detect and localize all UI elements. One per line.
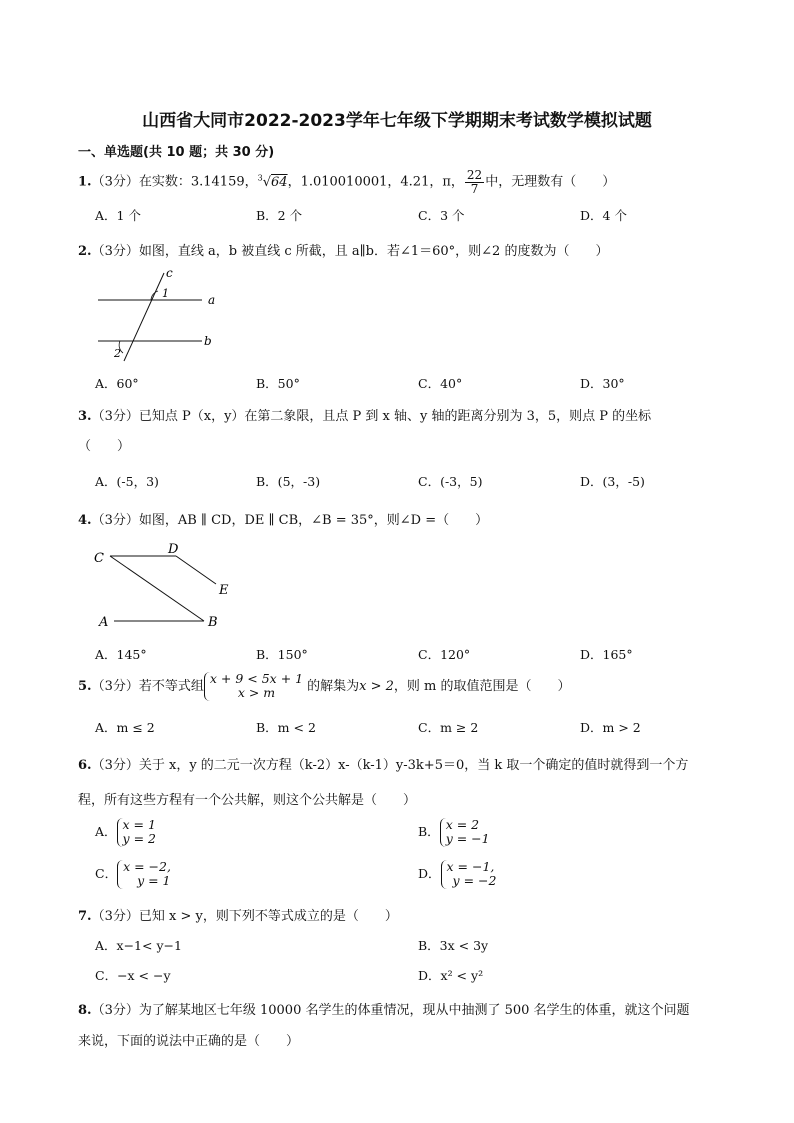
option-c: C．40°: [418, 376, 463, 391]
inequality-system: [204, 672, 307, 701]
question-4: [78, 509, 488, 528]
system-line: x = −2,: [123, 859, 171, 874]
label-point-c: C: [94, 551, 104, 566]
question-5: [78, 672, 570, 701]
question-text-continued: 来说，下面的说法中正确的是（ ）: [78, 1034, 300, 1049]
option-c: [95, 860, 175, 889]
equation-system: [117, 818, 160, 847]
system-line: y = −1: [445, 831, 490, 847]
option-a: A．(-5，3): [95, 474, 159, 489]
option-c: C．120°: [418, 647, 471, 662]
question-text-continued: 程，所有这些方程有一个公共解，则这个公共解是（ ）: [78, 793, 417, 808]
option-label: D．: [418, 865, 441, 881]
question-score: （3分）: [91, 678, 139, 694]
question-text: ，1.010010001，4.21，π，: [287, 174, 464, 190]
question-text: 已知 x > y，则下列不等式成立的是（ ）: [138, 909, 398, 924]
option-b: [418, 818, 494, 847]
option-a: A．145°: [95, 647, 147, 662]
fraction-denominator: 7: [470, 181, 479, 196]
label-point-b: B: [208, 615, 218, 630]
option-d: D．x² < y²: [418, 968, 484, 983]
system-line: x > m: [237, 685, 276, 701]
question-number: 6.: [78, 758, 92, 773]
option-c: C．3 个: [418, 208, 465, 223]
option-b: B．150°: [256, 647, 308, 662]
question-score: （3分）: [91, 1003, 139, 1018]
system-line: y = −2: [452, 873, 497, 889]
label-a: a: [208, 293, 216, 307]
figure-parallel-lines: [90, 265, 230, 365]
system-line: y = 2: [122, 831, 156, 847]
root-radicand: 64: [271, 174, 288, 190]
question-text: 为了解某地区七年级 10000 名学生的体重情况，现从中抽测了 500 名学生的体重，就这个问题: [138, 1003, 690, 1018]
question-number: 7.: [78, 909, 92, 924]
question-text: 在实数：3.14159，: [138, 174, 258, 190]
option-label: A．: [95, 823, 117, 839]
system-line: x = 2: [445, 817, 480, 832]
label-point-e: E: [219, 583, 229, 598]
option-b: B．2 个: [256, 208, 303, 223]
option-d: D．30°: [580, 376, 625, 391]
page-title: 山西省大同市2022-2023学年七年级下学期期末考试数学模拟试题: [142, 111, 652, 131]
option-c: C．(-3，5): [418, 474, 483, 489]
question-2: [78, 240, 608, 259]
question-7: [78, 905, 398, 924]
option-a: A．1 个: [95, 208, 141, 223]
option-b: B．50°: [256, 376, 300, 391]
equation-system: [117, 860, 175, 889]
label-b: b: [204, 334, 212, 348]
option-a: A．x−1< y−1: [95, 938, 182, 953]
label-point-a: A: [99, 615, 109, 630]
system-line: x + 9 < 5x + 1: [209, 671, 304, 686]
label-c: c: [166, 266, 173, 280]
option-a: [95, 818, 160, 847]
option-c: C．m ≥ 2: [418, 720, 479, 735]
fraction-numerator: 22: [466, 168, 483, 182]
question-1: [78, 169, 615, 195]
option-d: D．m > 2: [580, 720, 641, 735]
equation-system: [440, 818, 494, 847]
question-score: （3分）: [91, 174, 139, 190]
question-score: （3分）: [91, 513, 139, 528]
option-a: A．60°: [95, 376, 139, 391]
cube-root: $^3$√64: [257, 173, 288, 190]
question-text: 关于 x，y 的二元一次方程（k-2）x-（k-1）y-3k+5＝0，当 k 取一个确定的值时就得到一个方: [138, 758, 689, 773]
equation-system: [441, 860, 501, 889]
question-score: （3分）: [91, 909, 139, 924]
option-label: C．: [95, 865, 118, 881]
question-3: [78, 405, 651, 424]
option-c: C．−x < −y: [95, 968, 171, 983]
question-number: 2.: [78, 244, 92, 259]
option-b: B．m < 2: [256, 720, 316, 735]
option-d: D．4 个: [580, 208, 627, 223]
question-text: 若不等式组: [138, 678, 204, 694]
root-index: 3: [257, 173, 263, 183]
figure-parallelogram: [88, 538, 248, 633]
question-text: ，则 m 的取值范围是（ ）: [393, 678, 571, 694]
question-score: （3分）: [91, 409, 139, 424]
question-text: 已知点 P（x，y）在第二象限，且点 P 到 x 轴、y 轴的距离分别为 3，5，则点 P 的坐标: [138, 409, 652, 424]
question-8: [78, 999, 690, 1018]
question-text: 如图，直线 a，b 被直线 c 所截，且 a∥b．若∠1＝60°，则∠2 的度数为（ ）: [138, 244, 609, 259]
option-a: A．m ≤ 2: [95, 720, 155, 735]
option-d: D．165°: [580, 647, 633, 662]
fraction: [465, 169, 484, 195]
system-line: y = 1: [137, 873, 171, 889]
question-text: 的解集为: [307, 678, 360, 694]
option-d: [418, 860, 500, 889]
segment-de: [176, 556, 216, 584]
question-text: 中，无理数有（ ）: [485, 174, 616, 190]
question-text-continued: （ ）: [78, 439, 131, 454]
system-line: x = 1: [122, 817, 156, 832]
question-text: 如图，AB ∥ CD，DE ∥ CB，∠B = 35°，则∠D =（ ）: [138, 513, 489, 528]
option-label: B．: [418, 823, 440, 839]
question-number: 8.: [78, 1003, 92, 1018]
question-number: 3.: [78, 409, 92, 424]
label-point-d: D: [168, 542, 179, 557]
option-b: B．(5，-3): [256, 474, 321, 489]
solution-condition: x > 2: [359, 678, 394, 694]
question-score: （3分）: [91, 244, 139, 259]
line-c: [124, 273, 164, 361]
label-angle-1: 1: [162, 287, 169, 300]
question-number: 1.: [78, 174, 92, 190]
system-line: x = −1,: [446, 859, 495, 874]
label-angle-2: 2: [114, 347, 121, 360]
option-d: D．(3，-5): [580, 474, 645, 489]
section-heading: 一、单选题(共 10 题；共 30 分): [78, 145, 275, 160]
question-number: 5.: [78, 678, 92, 694]
question-score: （3分）: [91, 758, 139, 773]
option-b: B．3x < 3y: [418, 938, 489, 953]
question-number: 4.: [78, 513, 92, 528]
question-6: [78, 754, 688, 773]
